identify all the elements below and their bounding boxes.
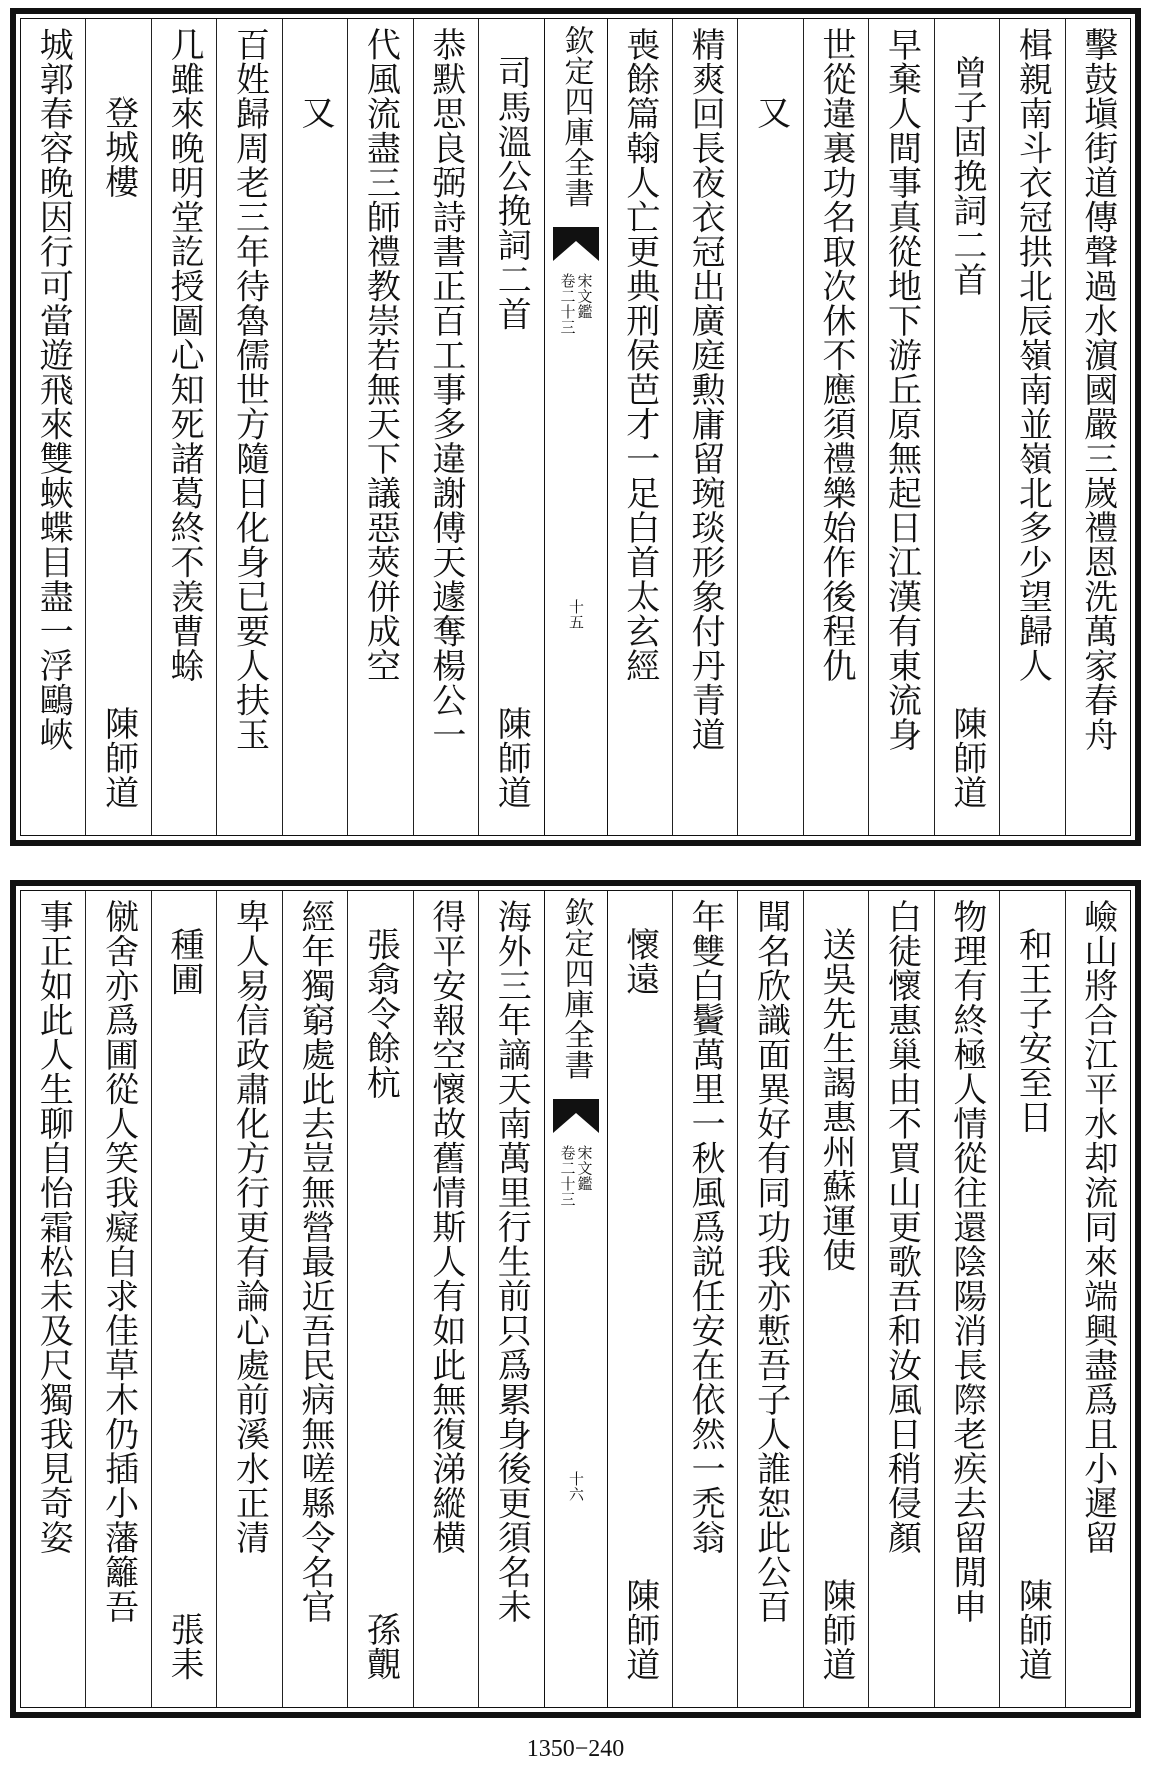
column-text: 喪餘篇翰人亡更典刑侯芭才一足白首太玄經 xyxy=(619,27,660,683)
text-column xyxy=(347,19,412,835)
poem-title: 又 xyxy=(750,95,791,130)
poem-title: 又 xyxy=(294,95,335,130)
author-name: 陳師道 xyxy=(816,1577,857,1681)
text-column xyxy=(1065,891,1130,1707)
text-column xyxy=(21,19,85,835)
column-text: 僦舍亦爲圃從人笑我癡自求佳草木仍插小藩籬吾 xyxy=(98,899,139,1624)
poem-title-column xyxy=(803,891,868,1707)
text-column xyxy=(803,19,868,835)
fishtail-mark-icon xyxy=(553,1099,599,1133)
top-right-half xyxy=(608,19,1131,835)
text-column xyxy=(413,891,478,1707)
poem-title: 司馬溫公挽詞二首 xyxy=(491,55,532,331)
column-text: 擊鼓塡街道傳聲過水濵國嚴三嵗禮恩洗萬家春舟 xyxy=(1077,27,1118,752)
poem-title-column xyxy=(737,19,802,835)
page-number: 十五 xyxy=(567,599,585,630)
top-left-half xyxy=(21,19,544,835)
text-column xyxy=(868,19,933,835)
text-column xyxy=(672,891,737,1707)
column-text: 恭默思良弼詩書正百工事多違謝傅天遽奪楊公一 xyxy=(425,27,466,752)
column-text: 卑人易信政肅化方行更有論心處前溪水正清 xyxy=(229,899,270,1555)
author-name: 陳師道 xyxy=(619,1577,660,1681)
poem-title: 曾子固挽詞二首 xyxy=(946,55,987,297)
collection-label: 宋文鑑 xyxy=(575,1145,594,1192)
author-name: 陳師道 xyxy=(491,705,532,809)
column-text: 聞名欣識面異好有同功我亦慙吾子人誰恕此公百 xyxy=(750,899,791,1624)
poem-title-column xyxy=(608,891,672,1707)
author-name: 陳師道 xyxy=(946,705,987,809)
text-column xyxy=(216,19,281,835)
poem-title-column xyxy=(478,19,543,835)
column-text: 世從違裏功名取次休不應須禮樂始作後程仇 xyxy=(816,27,857,683)
text-column xyxy=(413,19,478,835)
text-column xyxy=(282,891,347,1707)
column-text: 事正如此人生聊自怡霜松未及尺獨我見奇姿 xyxy=(33,899,74,1555)
poem-title: 張翕令餘杭 xyxy=(360,927,401,1100)
column-text: 几雖來晚明堂訖授圖心知死諸葛終不羡曹蜍 xyxy=(164,27,205,683)
text-column xyxy=(216,891,281,1707)
text-column xyxy=(85,891,150,1707)
center-banner xyxy=(544,891,608,1707)
column-text: 經年獨窮處此去豈無營最近吾民病無嗟縣令名官 xyxy=(294,899,335,1624)
text-column xyxy=(478,891,543,1707)
text-column xyxy=(151,19,216,835)
poem-title-column xyxy=(934,19,999,835)
author-name: 張耒 xyxy=(164,1612,205,1681)
column-text: 白徒懷惠巢由不買山更歌吾和汝風日稍侵顏 xyxy=(881,899,922,1555)
bottom-page xyxy=(10,880,1141,1718)
poem-title-column xyxy=(999,891,1064,1707)
column-text: 嶮山將合江平水却流同來端興盡爲且小遲留 xyxy=(1077,899,1118,1555)
book-title: 欽定四庫全書 xyxy=(558,25,594,208)
book-title: 欽定四庫全書 xyxy=(558,897,594,1080)
poem-title: 種圃 xyxy=(164,927,205,996)
text-column xyxy=(608,19,672,835)
text-column xyxy=(934,891,999,1707)
poem-title-column xyxy=(151,891,216,1707)
column-text: 物理有終極人情從往還陰陽消長際老疾去留閒申 xyxy=(946,899,987,1624)
column-text: 精爽回長夜衣冠出廣庭勲庸留琬琰形象付丹青道 xyxy=(685,27,726,752)
column-text: 海外三年謫天南萬里行生前只爲累身後更須名未 xyxy=(491,899,532,1624)
poem-title: 和王子安至日 xyxy=(1012,927,1053,1134)
text-column xyxy=(672,19,737,835)
collection-label: 宋文鑑 xyxy=(575,273,594,320)
author-name: 孫覿 xyxy=(360,1612,401,1681)
bottom-right-half xyxy=(608,891,1131,1707)
author-name: 陳師道 xyxy=(98,705,139,809)
poem-title: 送吳先生謁惠州蘇運使 xyxy=(816,927,857,1272)
text-column xyxy=(737,891,802,1707)
poem-title: 懷遠 xyxy=(619,927,660,996)
column-text: 年雙白鬢萬里一秋風爲説任安在依然一禿翁 xyxy=(685,899,726,1555)
text-column xyxy=(21,891,85,1707)
column-text: 得平安報空懷故舊情斯人有如此無復涕縱横 xyxy=(425,899,466,1555)
column-text: 楫親南斗衣冠拱北辰嶺南並嶺北多少望歸人 xyxy=(1012,27,1053,683)
text-column xyxy=(1065,19,1130,835)
author-name: 陳師道 xyxy=(1012,1577,1053,1681)
poem-title-column xyxy=(85,19,150,835)
text-column xyxy=(868,891,933,1707)
fishtail-mark-icon xyxy=(553,227,599,261)
column-text: 城郭春容晚因行可當遊飛來雙蛺蝶目盡一浮鷗峽 xyxy=(33,27,74,752)
column-text: 代風流盡三師禮教崇若無天下議惡莢併成空 xyxy=(360,27,401,683)
page-number: 十六 xyxy=(567,1471,585,1502)
poem-title-column xyxy=(347,891,412,1707)
column-text: 百姓歸周老三年待魯儒世方隨日化身已要人扶玉 xyxy=(229,27,270,752)
poem-title: 登城樓 xyxy=(98,95,139,199)
column-text: 早棄人間事真從地下游丘原無起日江漢有東流身 xyxy=(881,27,922,752)
center-banner xyxy=(544,19,608,835)
text-column xyxy=(999,19,1064,835)
bottom-left-half xyxy=(21,891,544,1707)
page-code: 1350−240 xyxy=(526,1736,625,1762)
poem-title-column xyxy=(282,19,347,835)
top-page xyxy=(10,8,1141,846)
volume-label: 卷二十三 xyxy=(558,273,577,335)
volume-label: 卷二十三 xyxy=(558,1145,577,1207)
